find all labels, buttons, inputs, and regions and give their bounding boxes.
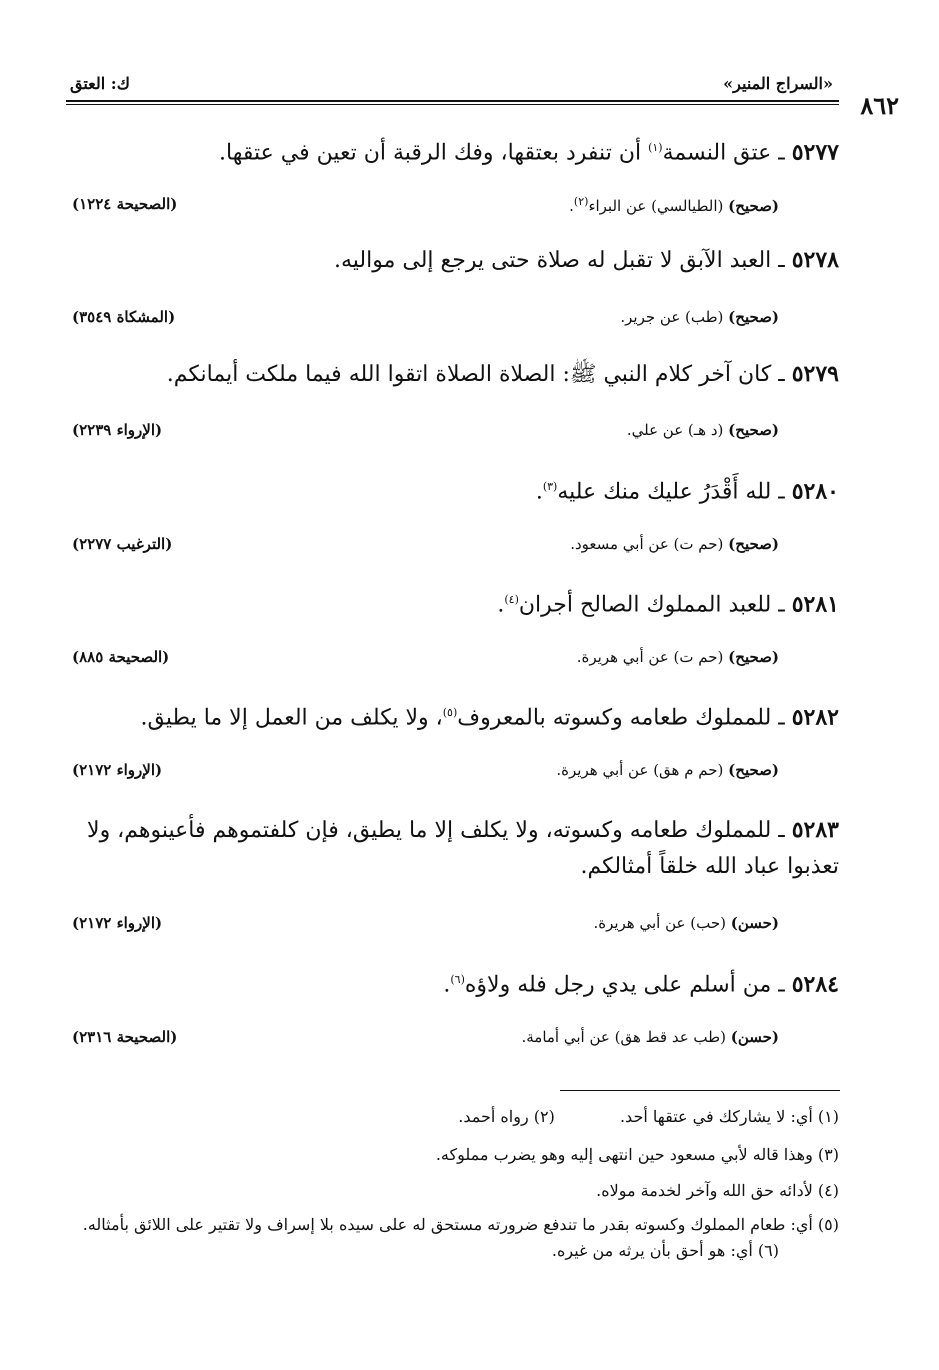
source: (حب) عن أبي هريرة. [593, 914, 731, 932]
source-line-5277 [72, 195, 779, 219]
source: (حم م هق) عن أبي هريرة. [556, 761, 729, 779]
source-line-5280 [72, 535, 779, 559]
hadith-text: عتق النسمة [662, 140, 772, 166]
hadith-text: للمملوك طعامه وكسوته، ولا يكلف إلا ما يطيق، فإن كلفتموهم فأعينوهم، ولا تعذبوا عباد الله خلقاً أمثالكم. [87, 818, 839, 879]
hadith-number: ٥٢٧٧ [791, 139, 839, 166]
source-line-5284 [72, 1028, 779, 1052]
footnote-text: أي: لا يشاركك في عتقها أحد. [619, 1107, 818, 1126]
source-line-5283 [72, 914, 779, 938]
source: (حم ت) عن أبي مسعود. [570, 535, 729, 553]
hadith-text: . [535, 479, 543, 505]
hadith-text: لله أَقْدَرُ عليك منك عليه [557, 479, 772, 505]
reference: (الصحيحة ٨٨٥) [72, 648, 170, 666]
source: (طب) عن جرير. [620, 308, 729, 326]
source: (د هـ) عن علي. [626, 421, 729, 439]
source: (الطيالسي) عن البراء [588, 197, 729, 215]
source-line-5279 [72, 421, 779, 445]
footnote-mark: (٤) [504, 593, 519, 606]
hadith-text: أن تنفرد بعتقها، وفك الرقبة أن تعين في عتقها. [219, 140, 649, 166]
footnote-text: رواه أحمد. [458, 1107, 534, 1126]
footnote-rule [560, 1090, 840, 1091]
footnote-mark: (٥) [442, 706, 458, 719]
hadith-number: ٥٢٨٤ [791, 971, 839, 998]
grade: (حسن) [730, 1028, 779, 1046]
grade: (صحيح) [728, 648, 779, 666]
footnote-text: لأدائه حق الله وآخر لخدمة مولاه. [596, 1181, 818, 1200]
hadith-text: ، ولا يكلف من العمل إلا ما يطيق. [140, 705, 443, 731]
footnote-line-1 [72, 1104, 839, 1130]
source: (طب عد قط هق) عن أبي أمامة. [521, 1028, 731, 1046]
footnote-text: أي: هو أحق بأن يرثه من غيره. [551, 1241, 758, 1260]
hadith-number: ٥٢٨١ [791, 591, 839, 618]
footnote-number: (٤) [817, 1181, 839, 1200]
hadith-5280: ٥٢٨٠ ـ لله أَقْدَرُ عليك منك عليه$^{(٣)}$. [535, 478, 839, 505]
hadith-number: ٥٢٧٩ [791, 361, 839, 387]
hadith-text: . [443, 972, 451, 998]
header-rule [66, 100, 839, 102]
grade: (صحيح) [728, 308, 779, 326]
book-title: «السراج المنير» [723, 74, 833, 93]
reference: (المشكاة ٣٥٤٩) [72, 308, 176, 326]
page-number: ٨٦٢ [860, 91, 899, 120]
source-line-5281 [72, 648, 779, 672]
footnote-number: (٦) [757, 1241, 779, 1260]
grade: (صحيح) [728, 535, 779, 553]
source: . [569, 197, 574, 215]
grade: (صحيح) [728, 197, 779, 215]
grade: (صحيح) [728, 421, 779, 439]
reference: (الصحيحة ١٢٢٤) [72, 195, 178, 213]
hadith-text: العبد الآبق لا تقبل له صلاة حتى يرجع إلى مواليه. [333, 248, 772, 273]
hadith-text: للمملوك طعامه وكسوته بالمعروف [457, 705, 772, 731]
reference: (الصحيحة ٢٣١٦) [72, 1028, 178, 1046]
footnote-line-3 [72, 1142, 839, 1168]
footnote-text: وهذا قاله لأبي مسعود حين انتهى إليه وهو يضرب مملوكه. [435, 1145, 818, 1164]
footnote-line-5 [72, 1212, 839, 1264]
grade: (صحيح) [728, 761, 779, 779]
footnote-number: (٢) [533, 1107, 555, 1126]
hadith-5284: ٥٢٨٤ ـ من أسلم على يدي رجل فله ولاؤه$^{(٦)}$. [443, 971, 839, 998]
hadith-text: . [497, 592, 505, 618]
footnote-mark: (٣) [542, 480, 558, 493]
hadith-5278: ٥٢٧٨ ـ العبد الآبق لا تقبل له صلاة حتى يرجع إلى مواليه. [333, 247, 839, 273]
reference: (الإرواء ٢٢٣٩) [72, 421, 163, 439]
hadith-number: ٥٢٨٢ [791, 704, 839, 731]
footnote-number: (٣) [817, 1145, 839, 1164]
hadith-5279: ٥٢٧٩ ـ كان آخر كلام النبي ﷺ: الصلاة الصلاة اتقوا الله فيما ملكت أيمانكم. [166, 361, 839, 387]
hadith-text: من أسلم على يدي رجل فله ولاؤه [464, 972, 772, 998]
hadith-number: ٥٢٨٠ [791, 478, 839, 505]
reference: (الإرواء ٢١٧٢) [72, 761, 163, 779]
hadith-5277: ٥٢٧٧ ـ عتق النسمة$^{(١)}$ أن تنفرد بعتقها، وفك الرقبة أن تعين في عتقها. [219, 139, 839, 166]
hadith-number: ٥٢٧٨ [791, 247, 839, 273]
footnote-mark: (١) [648, 141, 663, 154]
header-rule-thin [66, 104, 839, 105]
grade: (حسن) [730, 914, 779, 932]
chapter-title: ك: العتق [70, 74, 130, 93]
source-line-5282 [72, 761, 779, 785]
footnote-mark: (٦) [450, 973, 465, 986]
footnote-line-4 [72, 1178, 839, 1204]
source: (حم ت) عن أبي هريرة. [576, 648, 729, 666]
footnote-mark: (٢) [573, 195, 589, 208]
source-line-5278 [72, 308, 779, 332]
hadith-5281: ٥٢٨١ ـ للعبد المملوك الصالح أجران$^{(٤)}$. [497, 591, 839, 618]
hadith-5283: ٥٢٨٣ ـ للمملوك طعامه وكسوته، ولا يكلف إلا ما يطيق، فإن كلفتموهم فأعينوهم، ولا تعذبوا عباد الله خلقاً أمثالكم. [87, 817, 839, 879]
hadith-5282: ٥٢٨٢ ـ للمملوك طعامه وكسوته بالمعروف$^{(٥)}$، ولا يكلف من العمل إلا ما يطيق. [140, 704, 839, 731]
footnote-number: (٥) [817, 1215, 839, 1234]
reference: (الترغيب ٢٢٧٧) [72, 535, 173, 553]
hadith-text: كان آخر كلام النبي ﷺ: الصلاة الصلاة اتقوا الله فيما ملكت أيمانكم. [166, 362, 772, 387]
footnote-number: (١) [817, 1107, 839, 1126]
hadith-number: ٥٢٨٣ [791, 817, 839, 843]
hadith-text: للعبد المملوك الصالح أجران [518, 592, 772, 618]
footnote-text: أي: طعام المملوك وكسوته بقدر ما تندفع ضرورته مستحق له على سيده بلا إسراف ولا تقتير على اللائق بأمثاله. [82, 1215, 818, 1234]
reference: (الإرواء ٢١٧٢) [72, 914, 163, 932]
